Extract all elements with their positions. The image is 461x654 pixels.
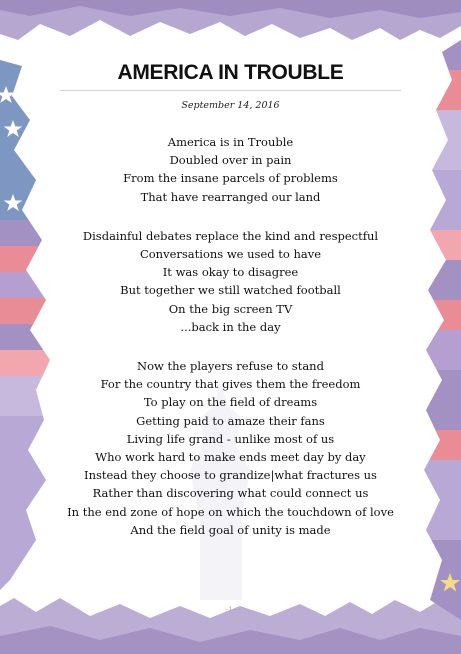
poem-line: Who work hard to make ends meet day by day <box>95 450 366 465</box>
poem-line: Instead they choose to grandize|what fractures us <box>84 468 377 483</box>
poem-line: Now the players refuse to stand <box>137 359 324 374</box>
poem-line: And the field goal of unity is made <box>130 522 331 537</box>
poem-line: But together we still watched football <box>120 283 341 298</box>
poem-line: That have rearranged our land <box>140 189 321 204</box>
poem-line: Disdainful debates replace the kind and respectful <box>82 228 379 243</box>
poem-line: In the end zone of hope on which the touchdown of love <box>67 504 394 519</box>
poem-date: September 14, 2016 <box>181 100 280 111</box>
stanza-3 <box>60 357 401 539</box>
poem-line: Conversations we used to have <box>139 247 322 262</box>
stanza-2 <box>60 227 401 336</box>
poem-line: Doubled over in pain <box>169 153 292 168</box>
poem-line: From the insane parcels of problems <box>123 171 338 186</box>
page-number: -1- <box>225 606 236 614</box>
poem-title: AMERICA IN TROUBLE <box>117 61 344 84</box>
title-divider <box>60 90 401 91</box>
poem-line: Living life grand - unlike most of us <box>126 431 335 446</box>
poem-line: Getting paid to amaze their fans <box>136 413 325 428</box>
poem-line: It was okay to disagree <box>162 265 299 280</box>
poem-body <box>60 58 401 539</box>
stanza-1 <box>60 133 401 206</box>
poem-line: ...back in the day <box>180 319 281 334</box>
poem-line: Rather than discovering what could connect us <box>92 486 369 501</box>
poem-line: On the big screen TV <box>168 301 293 316</box>
poem-line: America is in Trouble <box>167 135 294 149</box>
poem-line: To play on the field of dreams <box>143 395 318 410</box>
poem-line: For the country that gives them the freedom <box>100 377 361 392</box>
